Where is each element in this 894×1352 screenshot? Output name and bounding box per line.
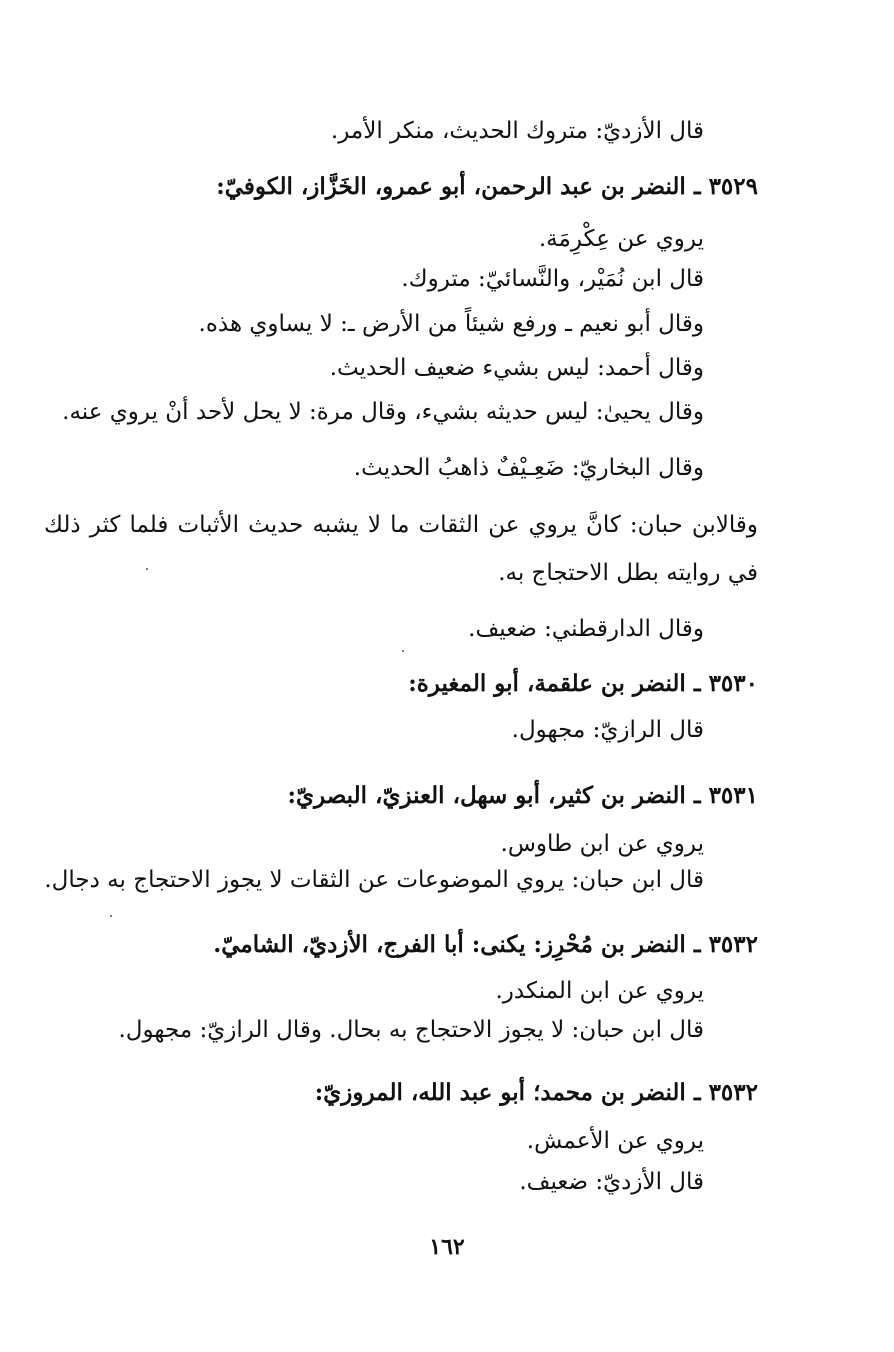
- text-line: وقال أبو نعيم ـ ورفع شيئاً من الأرض ـ: لا يساوي هذه.: [198, 311, 704, 337]
- text-line: وقالابن حبان: كانَّ يروي عن الثقات ما لا يشبه حديث الأثبات فلما كثر ذلك: [44, 512, 758, 538]
- text-line: يروي عن ابن المنكدر.: [495, 978, 704, 1004]
- text-line: في روايته بطل الاحتجاج به.: [498, 560, 758, 586]
- text-line: يروي عن الأعمش.: [526, 1128, 704, 1154]
- entry-heading-3532: ٣٥٣٢ ـ النضر بن مُحْرِز: يكنى: أبا الفرج، الأزديّ، الشاميّ.: [213, 931, 758, 958]
- text-line: قال ابن نُمَيْر، والنَّسائيّ: متروك.: [401, 266, 704, 292]
- text-line: وقال البخاريّ: ضَعِـيْفٌ ذاهبُ الحديث.: [353, 455, 704, 481]
- entry-heading-3531: ٣٥٣١ ـ النضر بن كثير، أبو سهل، العنزيّ، البصريّ:: [287, 782, 758, 809]
- text-line: يروي عن ابن طاوس.: [500, 831, 704, 857]
- scan-speck: [146, 568, 148, 570]
- entry-heading-3532b: ٣٥٣٢ ـ النضر بن محمد؛ أبو عبد الله، المروزيّ:: [314, 1079, 758, 1106]
- text-line: قال الرازيّ: مجهول.: [511, 717, 704, 743]
- text-line: قال ابن حبان: لا يجوز الاحتجاج به بحال. وقال الرازيّ: مجهول.: [118, 1017, 704, 1043]
- text-line: قال ابن حبان: يروي الموضوعات عن الثقات لا يجوز الاحتجاج به دجال.: [44, 867, 704, 893]
- scan-speck: [110, 915, 112, 917]
- text-line: وقال أحمد: ليس بشيء ضعيف الحديث.: [329, 355, 704, 381]
- scan-speck: [402, 650, 404, 652]
- text-line: يروي عن عِكْرِمَة.: [538, 226, 704, 252]
- page-number: ١٦٢: [429, 1234, 465, 1260]
- entry-heading-3529: ٣٥٢٩ ـ النضر بن عبد الرحمن، أبو عمرو، الخَزَّاز، الكوفيّ:: [216, 173, 758, 200]
- entry-heading-3530: ٣٥٣٠ ـ النضر بن علقمة، أبو المغيرة:: [408, 670, 758, 697]
- text-line: قال الأزديّ: متروك الحديث، منكر الأمر.: [330, 118, 704, 144]
- text-line: وقال الدارقطني: ضعيف.: [468, 616, 704, 642]
- text-line: قال الأزديّ: ضعيف.: [519, 1169, 704, 1195]
- text-line: وقال يحيىٰ: ليس حديثه بشيء، وقال مرة: لا يحل لأحد أنْ يروي عنه.: [62, 399, 704, 425]
